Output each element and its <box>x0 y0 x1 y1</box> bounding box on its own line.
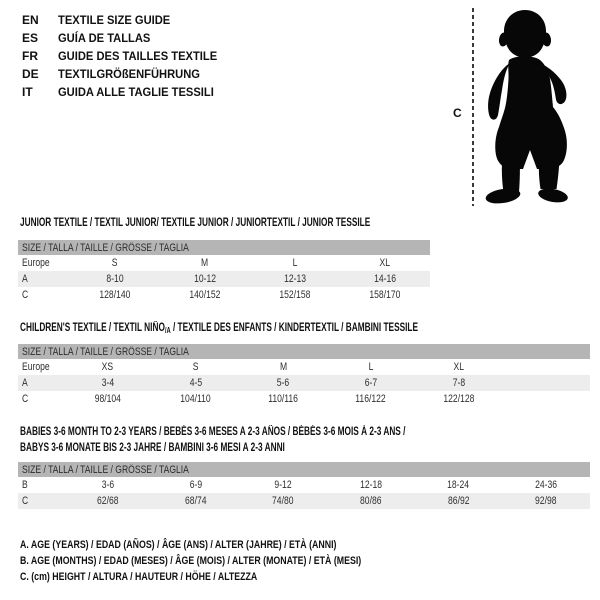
size-cell-text: XL <box>379 257 391 269</box>
size-cell <box>327 479 415 491</box>
language-label <box>58 49 229 63</box>
size-cell <box>160 257 250 269</box>
size-cell-text: 3-4 <box>101 377 115 389</box>
row-label <box>18 479 64 491</box>
language-label-text: GUIDA ALLE TAGLIE TESSILI <box>58 85 214 99</box>
size-cell-text: 122/128 <box>443 393 475 405</box>
size-cell-text: S <box>112 257 118 269</box>
size-table-junior <box>18 240 430 303</box>
row-label <box>18 361 64 373</box>
size-cell <box>64 361 152 373</box>
language-label <box>58 67 211 81</box>
size-cell-text: 74/80 <box>272 495 294 507</box>
row-label-text: B <box>22 479 28 491</box>
size-cell-text: S <box>192 361 199 373</box>
size-cell <box>327 393 415 405</box>
size-cell-text: 68/74 <box>184 495 207 507</box>
row-label <box>18 393 64 405</box>
size-cell <box>64 479 152 491</box>
size-cell-text: XS <box>102 361 114 373</box>
size-cell <box>502 377 590 389</box>
row-label-text: A <box>22 377 28 389</box>
size-cell <box>239 393 327 405</box>
size-cell <box>327 495 415 507</box>
size-cell <box>239 361 327 373</box>
size-cell <box>415 361 503 373</box>
size-cell-text: L <box>368 361 374 373</box>
section-title-segment: CHILDREN'S TEXTILE / TEXTIL NIÑO <box>20 322 165 334</box>
table-body <box>18 255 430 303</box>
table-row <box>18 287 430 303</box>
row-label <box>18 289 70 301</box>
size-cell-text: 10-12 <box>194 273 216 285</box>
language-label-text: GUIDE DES TAILLES TEXTILE <box>58 49 218 63</box>
legend-line-text: A. AGE (YEARS) / EDAD (AÑOS) / ÂGE (ANS) / ALTER (JAHRE) / ETÀ (ANNI) <box>20 539 337 551</box>
size-cell <box>70 257 160 269</box>
table-size-header-text: SIZE / TALLA / TAILLE / GRÖSSE / TAGLIA <box>22 463 189 476</box>
row-label <box>18 273 70 285</box>
size-cell-text: 7-8 <box>452 377 465 389</box>
size-cell <box>152 393 240 405</box>
section-title-line <box>20 320 418 339</box>
section-title <box>20 320 573 339</box>
section-title <box>20 424 555 456</box>
table-body <box>18 477 590 509</box>
size-cell <box>327 361 415 373</box>
size-cell-text: 9-12 <box>274 479 292 491</box>
table-body <box>18 359 590 407</box>
size-cell <box>64 495 152 507</box>
size-cell-text: 86/92 <box>447 495 470 507</box>
table-size-header-bar <box>18 240 430 255</box>
row-label-text: Europe <box>22 257 50 269</box>
section-title-segment: BABYS 3-6 MONATE BIS 2-3 JAHRE / BAMBINI 3-6 MESI A 2-3 ANNI <box>20 442 285 454</box>
size-cell-text: 116/122 <box>355 393 387 405</box>
size-cell <box>239 377 327 389</box>
size-cell-text: XL <box>453 361 464 373</box>
table-row <box>18 477 590 493</box>
section-title <box>20 215 506 231</box>
section-title-segment: JUNIOR TEXTILE / TEXTIL JUNIOR/ TEXTILE JUNIOR / JUNIORTEXTIL / JUNIOR TESSILE <box>20 217 371 229</box>
size-cell <box>340 257 430 269</box>
size-cell-text: 158/170 <box>369 289 401 301</box>
size-cell-text: L <box>292 257 298 269</box>
size-cell <box>340 273 430 285</box>
size-cell-text: 92/98 <box>535 495 557 507</box>
legend-line-text: B. AGE (MONTHS) / EDAD (MESES) / ÂGE (MOIS) / ALTER (MONATE) / ETÀ (MESI) <box>20 555 362 567</box>
size-cell <box>70 289 160 301</box>
size-cell <box>64 377 152 389</box>
section-title-segment: BABIES 3-6 MONTH TO 2-3 YEARS / BEBÉS 3-6 MESES A 2-3 AÑOS / BÉBÉS 3-6 MOIS À 2-3 ANS / <box>20 426 406 438</box>
size-cell <box>152 495 240 507</box>
legend-line <box>20 537 447 553</box>
section-childrens-textile <box>0 320 600 412</box>
size-cell <box>502 479 590 491</box>
size-cell <box>327 377 415 389</box>
size-cell <box>152 361 240 373</box>
language-code: FR <box>22 49 38 63</box>
table-size-header-bar <box>18 462 590 477</box>
row-label-text: A <box>22 273 28 285</box>
table-size-header-bar <box>18 344 590 359</box>
size-cell <box>415 393 503 405</box>
legend-line <box>20 553 447 569</box>
size-cell <box>502 361 590 373</box>
size-cell-text: 104/110 <box>180 393 211 405</box>
language-row <box>22 47 229 65</box>
table-row <box>18 493 590 509</box>
table-row <box>18 391 590 407</box>
row-label <box>18 377 64 389</box>
legend <box>20 537 447 585</box>
row-label <box>18 257 70 269</box>
table-size-header-text: SIZE / TALLA / TAILLE / GRÖSSE / TAGLIA <box>22 345 189 358</box>
size-cell-text: 80/86 <box>360 495 382 507</box>
size-cell <box>160 273 250 285</box>
size-cell-text: 24-36 <box>535 479 558 491</box>
size-table-babies <box>18 462 590 509</box>
language-code: IT <box>22 85 33 99</box>
language-label <box>58 31 157 45</box>
size-cell-text: 12-13 <box>284 273 306 285</box>
size-cell <box>415 495 503 507</box>
language-row <box>22 65 229 83</box>
language-label <box>58 13 179 27</box>
size-cell-text: 18-24 <box>447 479 470 491</box>
table-row <box>18 255 430 271</box>
size-cell <box>340 289 430 301</box>
section-title-line <box>20 215 370 231</box>
size-cell <box>415 377 503 389</box>
size-cell <box>160 289 250 301</box>
size-cell-text: 62/68 <box>97 495 119 507</box>
row-label-text: C <box>22 393 29 405</box>
section-title-segment: /A <box>164 326 171 335</box>
language-row <box>22 83 229 101</box>
size-cell-text: 14-16 <box>374 273 396 285</box>
size-cell-text: 98/104 <box>94 393 121 405</box>
language-row <box>22 11 229 29</box>
row-label-text: Europe <box>22 361 50 373</box>
toddler-silhouette-icon <box>482 8 572 206</box>
size-cell-text: 3-6 <box>101 479 115 491</box>
size-cell-text: 6-9 <box>189 479 202 491</box>
size-cell-text: 152/158 <box>279 289 311 301</box>
size-cell-text: 8-10 <box>106 273 124 285</box>
size-cell <box>502 393 590 405</box>
size-cell <box>502 495 590 507</box>
row-label-text: C <box>22 289 29 301</box>
size-cell-text: M <box>201 257 209 269</box>
section-title-line <box>20 440 405 456</box>
size-cell-text: 128/140 <box>99 289 131 301</box>
size-cell-text: 12-18 <box>359 479 382 491</box>
section-title-segment: / TEXTILE DES ENFANTS / KINDERTEXTIL / BAMBINI TESSILE <box>170 322 419 334</box>
section-title-line <box>20 424 405 440</box>
height-measure-dashed-line <box>472 8 474 206</box>
size-table-children <box>18 344 590 407</box>
section-junior-textile <box>0 215 600 307</box>
size-cell <box>239 479 327 491</box>
size-cell-text: M <box>279 361 287 373</box>
size-cell-text: 6-7 <box>364 377 378 389</box>
size-cell <box>250 273 340 285</box>
row-label <box>18 495 64 507</box>
language-code: DE <box>22 67 39 81</box>
size-cell-text: 110/116 <box>268 393 299 405</box>
language-label-text: GUÍA DE TALLAS <box>58 31 151 45</box>
language-label-text: TEXTILGRÖßENFÜHRUNG <box>58 67 200 81</box>
table-row <box>18 375 590 391</box>
table-row <box>18 359 590 375</box>
size-cell <box>239 495 327 507</box>
size-cell <box>64 393 152 405</box>
size-cell <box>250 257 340 269</box>
size-cell-text: 140/152 <box>189 289 221 301</box>
size-cell <box>70 273 160 285</box>
size-cell <box>415 479 503 491</box>
size-cell <box>152 479 240 491</box>
legend-line-text: C. (cm) HEIGHT / ALTURA / HAUTEUR / HÖHE / ALTEZZA <box>20 571 258 583</box>
size-cell <box>152 377 240 389</box>
row-label-text: C <box>22 495 29 507</box>
language-row <box>22 29 229 47</box>
size-cell-text: 4-5 <box>189 377 202 389</box>
height-measure-label: C <box>453 106 462 120</box>
language-code: ES <box>22 31 39 45</box>
size-cell <box>250 289 340 301</box>
table-size-header-text: SIZE / TALLA / TAILLE / GRÖSSE / TAGLIA <box>22 241 189 254</box>
language-list <box>22 11 229 101</box>
table-row <box>18 271 430 287</box>
size-cell-text: 5-6 <box>276 377 290 389</box>
language-label-text: TEXTILE SIZE GUIDE <box>58 13 171 27</box>
language-code: EN <box>22 13 39 27</box>
section-babies-textile <box>0 424 600 514</box>
legend-line <box>20 569 447 585</box>
language-label <box>58 85 226 99</box>
